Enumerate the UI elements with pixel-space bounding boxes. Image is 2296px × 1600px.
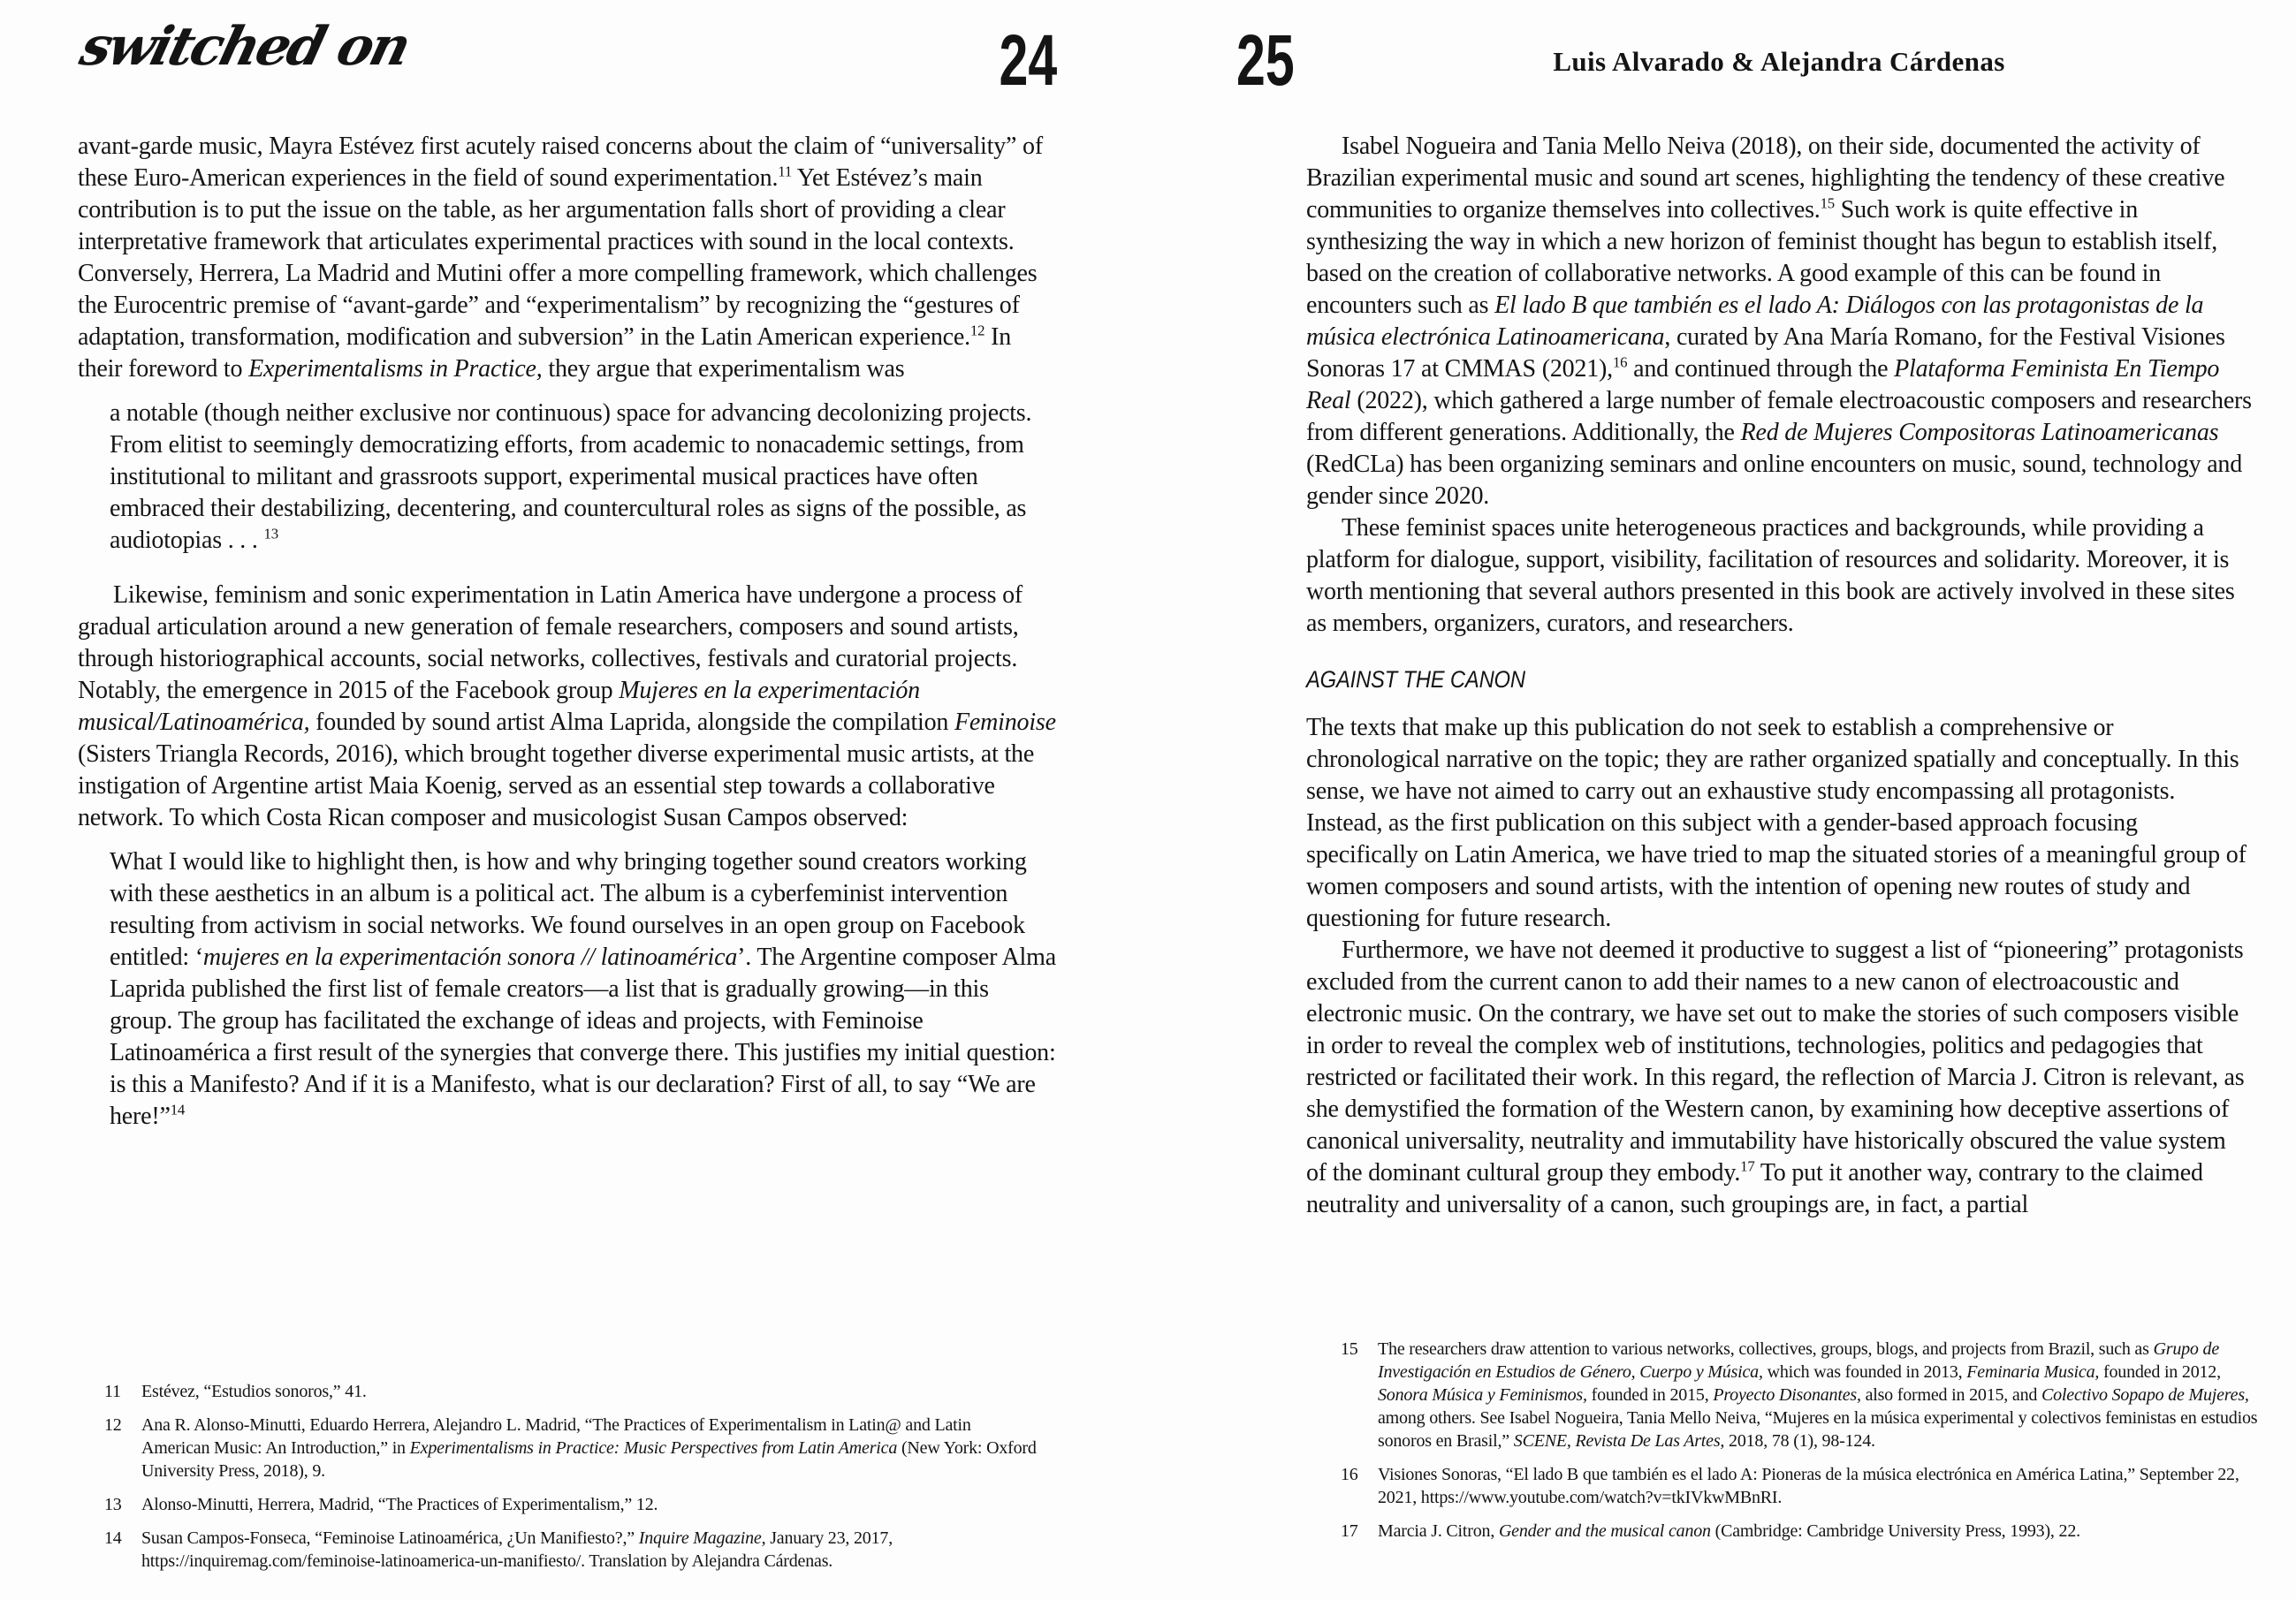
- footnote: [1341, 1520, 2264, 1543]
- block-quote: [78, 398, 1057, 557]
- block-quote: [78, 846, 1057, 1133]
- text-segment: Proyecto Disonantes,: [1713, 1385, 1861, 1405]
- text-segment: Likewise, feminism and sonic experimentation in Latin America have undergone a process of gradual articulation around a new generation of female researchers, composers and sound artists, through historiographical accounts, social networks, collectives, festivals and curatorial projects. Notably, the emergence in 2015 of the Facebook group: [78, 581, 1023, 704]
- body-paragraph: [1306, 131, 2252, 512]
- logo-switched-on: switched on: [74, 16, 415, 78]
- text-segment: The researchers draw attention to various networks, collectives, groups, blogs, and projects from Brazil, such as: [1378, 1339, 2154, 1359]
- body-paragraph: [78, 131, 1057, 385]
- footnote-number: 12: [104, 1415, 122, 1435]
- text-segment: 2018, 78 (1), 98-124.: [1724, 1431, 1875, 1451]
- right-page-footnotes: [1341, 1338, 2264, 1553]
- footnote: [104, 1493, 1037, 1516]
- footnote-text: [141, 1493, 1037, 1516]
- text-segment: Isabel Nogueira and Tania Mello Neiva (2018), on their side, documented the activity of Brazilian experimental music and sound art scenes, highlighting the tendency of these creative communities to organize themselves into collectives.: [1306, 133, 2225, 224]
- body-paragraph: [1306, 712, 2252, 935]
- footnote-text: [141, 1380, 1037, 1403]
- text-segment: Grupo de Investigación en Estudios de Género, Cuerpo y Música,: [1378, 1339, 2220, 1382]
- text-segment: also formed in 2015, and: [1860, 1385, 2041, 1405]
- footnote-ref: 17: [1740, 1157, 1755, 1175]
- text-segment: Colectivo Sopapo de Mujeres,: [2041, 1385, 2249, 1405]
- text-segment: Ana R. Alonso-Minutti, Eduardo Herrera, Alejandro L. Madrid, “The Practices of Experimentalism in Latin@ and Latin American Music: An Introduction,” in: [141, 1415, 971, 1458]
- footnote-number: 17: [1341, 1521, 1358, 1541]
- text-segment: Such work is quite effective in synthesizing the way in which a new horizon of feminist thought has begun to establish itself, based on the creation of collaborative networks. A good example of this can be found in encounters such as: [1306, 196, 2218, 319]
- text-segment: To put it another way, contrary to the claimed neutrality and universality of a canon, such groupings are, in fact, a partial: [1306, 1159, 2203, 1218]
- section-heading: [1306, 666, 2139, 693]
- text-segment: AGAINST THE CANON: [1306, 666, 1525, 693]
- body-paragraph: [1306, 512, 2252, 640]
- text-segment: Plataforma Feminista En Tiempo Real: [1306, 355, 2220, 414]
- body-paragraph: [1306, 935, 2252, 1221]
- text-segment: (RedCLa) has been organizing seminars and online encounters on music, sound, technology and gender since 2020.: [1306, 451, 2243, 510]
- text-segment: a notable (though neither exclusive nor continuous) space for advancing decolonizing projects. From elitist to seemingly democratizing efforts, from academic to nonacademic settings, from institutional to militant and grassroots support, experimental musical practices have often embraced their destabilizing, decentering, and countercultural roles as signs of the possible, as audiotopias . . .: [110, 399, 1032, 554]
- right-page-number-text: 25: [1236, 20, 1295, 101]
- text-segment: (2022), which gathered a large number of female electroacoustic composers and researchers from different generations. Additionally, the: [1306, 387, 2252, 446]
- text-segment: , curated by Ana María Romano, for the Festival Visiones Sonoras 17 at CMMAS (2021),: [1306, 323, 2225, 383]
- text-segment: Furthermore, we have not deemed it productive to suggest a list of “pioneering” protagonists excluded from the current canon to add their names to a new canon of electroacoustic and electronic music. On the contrary, we have set out to make the stories of such composers visible in order to reveal the complex web of institutions, technologies, politics and pedagogies that restricted or facilitated their work. In this regard, the reflection of Marcia J. Citron is relevant, as she demystified the formation of the Western canon, by examining how deceptive assertions of canonical universality, neutrality and immutability have historically obscured the value system of the dominant cultural group they embody.: [1306, 936, 2245, 1187]
- footnote-number: 14: [104, 1528, 122, 1548]
- text-segment: Feminaria Musica,: [1966, 1362, 2100, 1382]
- footnote: [1341, 1463, 2264, 1509]
- body-paragraph: [78, 580, 1057, 834]
- text-segment: Red de Mujeres Compositoras Latinoamericanas: [1740, 419, 2219, 446]
- text-segment: The texts that make up this publication do not seek to establish a comprehensive or chronological narrative on the topic; they are rather organized spatially and conceptually. In this sense, we have not aimed to carry out an exhaustive study encompassing all protagonists. Instead, as the first publication on this subject with a gender-based approach focusing specifically on Latin America, we have tried to map the situated stories of a meaningful group of women composers and sound artists, with the intention of opening new routes of study and questioning for future research.: [1306, 714, 2247, 932]
- text-segment: mujeres en la experimentación sonora // latinoamérica: [202, 944, 738, 971]
- page-right: [1148, 0, 2296, 1600]
- footnote: [1341, 1338, 2264, 1452]
- left-page-footnotes: [104, 1380, 1037, 1583]
- footnote-ref: 13: [263, 525, 278, 542]
- text-segment: What I would like to highlight then, is how and why bringing together sound creators working with these aesthetics in an album is a political act. The album is a cyberfeminist intervention resulting from activism in social networks. We found ourselves in an open group on Facebook entitled: ‘: [110, 848, 1027, 971]
- text-segment: they argue that experimentalism was: [542, 355, 905, 383]
- footnote-number: 16: [1341, 1465, 1358, 1484]
- text-segment: avant-garde music, Mayra Estévez first acutely raised concerns about the claim of “universality” of these Euro-American experiences in the field of sound experimentation.: [78, 133, 1043, 192]
- text-segment: Visiones Sonoras, “El lado B que también es el lado A: Pioneras de la música electrónica en América Latina,” September 22, 2021, https://www.youtube.com/watch?v=tkIVkwMBnRI.: [1378, 1465, 2239, 1507]
- text-segment: founded in 2015,: [1586, 1385, 1714, 1405]
- text-segment: Yet Estévez’s main contribution is to put the issue on the table, as her argumentation falls short of providing a clear interpretative framework that articulates experimental practices with sound in the local contexts. Conversely, Herrera, La Madrid and Mutini offer a more compelling framework, which challenges the Eurocentric premise of “avant-garde” and “experimentalism” by recognizing the “gestures of adaptation, transformation, modification and subversion” in the Latin American experience.: [78, 164, 1038, 351]
- text-segment: Mujeres en la experimentación musical/Latinoamérica,: [78, 677, 920, 736]
- text-segment: Sonora Música y Feminismos,: [1378, 1385, 1587, 1405]
- footnote-number: 13: [104, 1495, 122, 1514]
- footnote-ref: 12: [969, 322, 985, 339]
- footnote-ref: 11: [778, 163, 793, 180]
- text-segment: founded by sound artist Alma Laprida, alongside the compilation: [309, 709, 955, 736]
- footnote: [104, 1380, 1037, 1403]
- text-segment: Alonso-Minutti, Herrera, Madrid, “The Practices of Experimentalism,” 12.: [141, 1495, 658, 1514]
- text-segment: founded in 2012,: [2099, 1362, 2221, 1382]
- footnote-text: [141, 1527, 1037, 1573]
- text-segment: January 23, 2017, https://inquiremag.com/feminoise-latinoamerica-un-manifiesto/. Translation by Alejandra Cárdenas.: [141, 1528, 893, 1571]
- text-segment: Experimentalisms in Practice: Music Perspectives from Latin America: [409, 1438, 898, 1458]
- text-segment: Estévez, “Estudios sonoros,” 41.: [141, 1382, 367, 1401]
- footnote-ref: 14: [170, 1101, 186, 1118]
- left-page-body: [78, 131, 1057, 1156]
- text-segment: Experimentalisms in Practice,: [248, 355, 543, 383]
- text-segment: Gender and the musical canon: [1498, 1521, 1711, 1541]
- text-segment: ’. The Argentine composer Alma Laprida published the first list of female creators—a list that is gradually growing—in this group. The group has facilitated the exchange of ideas and projects, with Feminoise Latinoamérica a first result of the synergies that converge there. This justifies my initial question: is this a Manifesto? And if it is a Manifesto, what is our declaration? First of all, to say “We are here!”: [110, 944, 1056, 1130]
- text-segment: among others. See Isabel Nogueira, Tania Mello Neiva, “Mujeres en la música experimental y colectivos feministas en estudios sonoros en Brasil,”: [1378, 1408, 2258, 1451]
- right-page-number: [1236, 20, 1317, 101]
- text-segment: Marcia J. Citron,: [1378, 1521, 1499, 1541]
- footnote-number: 11: [104, 1382, 121, 1401]
- footnote: [104, 1527, 1037, 1573]
- footnote-number: 15: [1341, 1339, 1358, 1359]
- left-page-number-text: 24: [999, 20, 1057, 101]
- footnote-ref: 16: [1612, 353, 1628, 371]
- text-segment: Susan Campos-Fonseca, “Feminoise Latinoamérica, ¿Un Manifiesto?,”: [141, 1528, 639, 1548]
- left-page-number: [78, 20, 1057, 101]
- footnote: [104, 1414, 1037, 1482]
- footnote-text: [141, 1414, 1037, 1482]
- text-segment: (Cambridge: Cambridge University Press, 1993), 22.: [1710, 1521, 2080, 1541]
- footnote-ref: 15: [1820, 194, 1835, 212]
- text-segment: Feminoise: [954, 709, 1056, 736]
- text-segment: In their foreword to: [78, 323, 1012, 383]
- text-segment: (Sisters Triangla Records, 2016), which brought together diverse experimental music artists, at the instigation of Argentine artist Maia Koenig, served as an essential step towards a collaborative network. To which Costa Rican composer and musicologist Susan Campos observed:: [78, 740, 1035, 831]
- text-segment: (New York: Oxford University Press, 2018), 9.: [141, 1438, 1037, 1481]
- authors-running-head: Luis Alvarado & Alejandra Cárdenas: [1553, 46, 2005, 77]
- text-segment: These feminist spaces unite heterogeneous practices and backgrounds, while providing a platform for dialogue, support, visibility, facilitation of resources and solidarity. Moreover, it is worth mentioning that several authors presented in this book are actively involved in these sites as members, organizers, curators, and researchers.: [1306, 514, 2235, 637]
- footnote-text: [1378, 1520, 2264, 1543]
- text-segment: SCENE, Revista De Las Artes,: [1513, 1431, 1725, 1451]
- footnote-text: [1378, 1463, 2264, 1509]
- right-page-body: [1306, 131, 2252, 1221]
- text-segment: which was founded in 2013,: [1762, 1362, 1967, 1382]
- footnote-text: [1378, 1338, 2264, 1452]
- text-segment: Inquire Magazine,: [638, 1528, 766, 1548]
- text-segment: and continued through the: [1627, 355, 1895, 383]
- text-segment: El lado B que también es el lado A: Diálogos con las protagonistas de la música electrónica Latinoamericana: [1306, 292, 2204, 351]
